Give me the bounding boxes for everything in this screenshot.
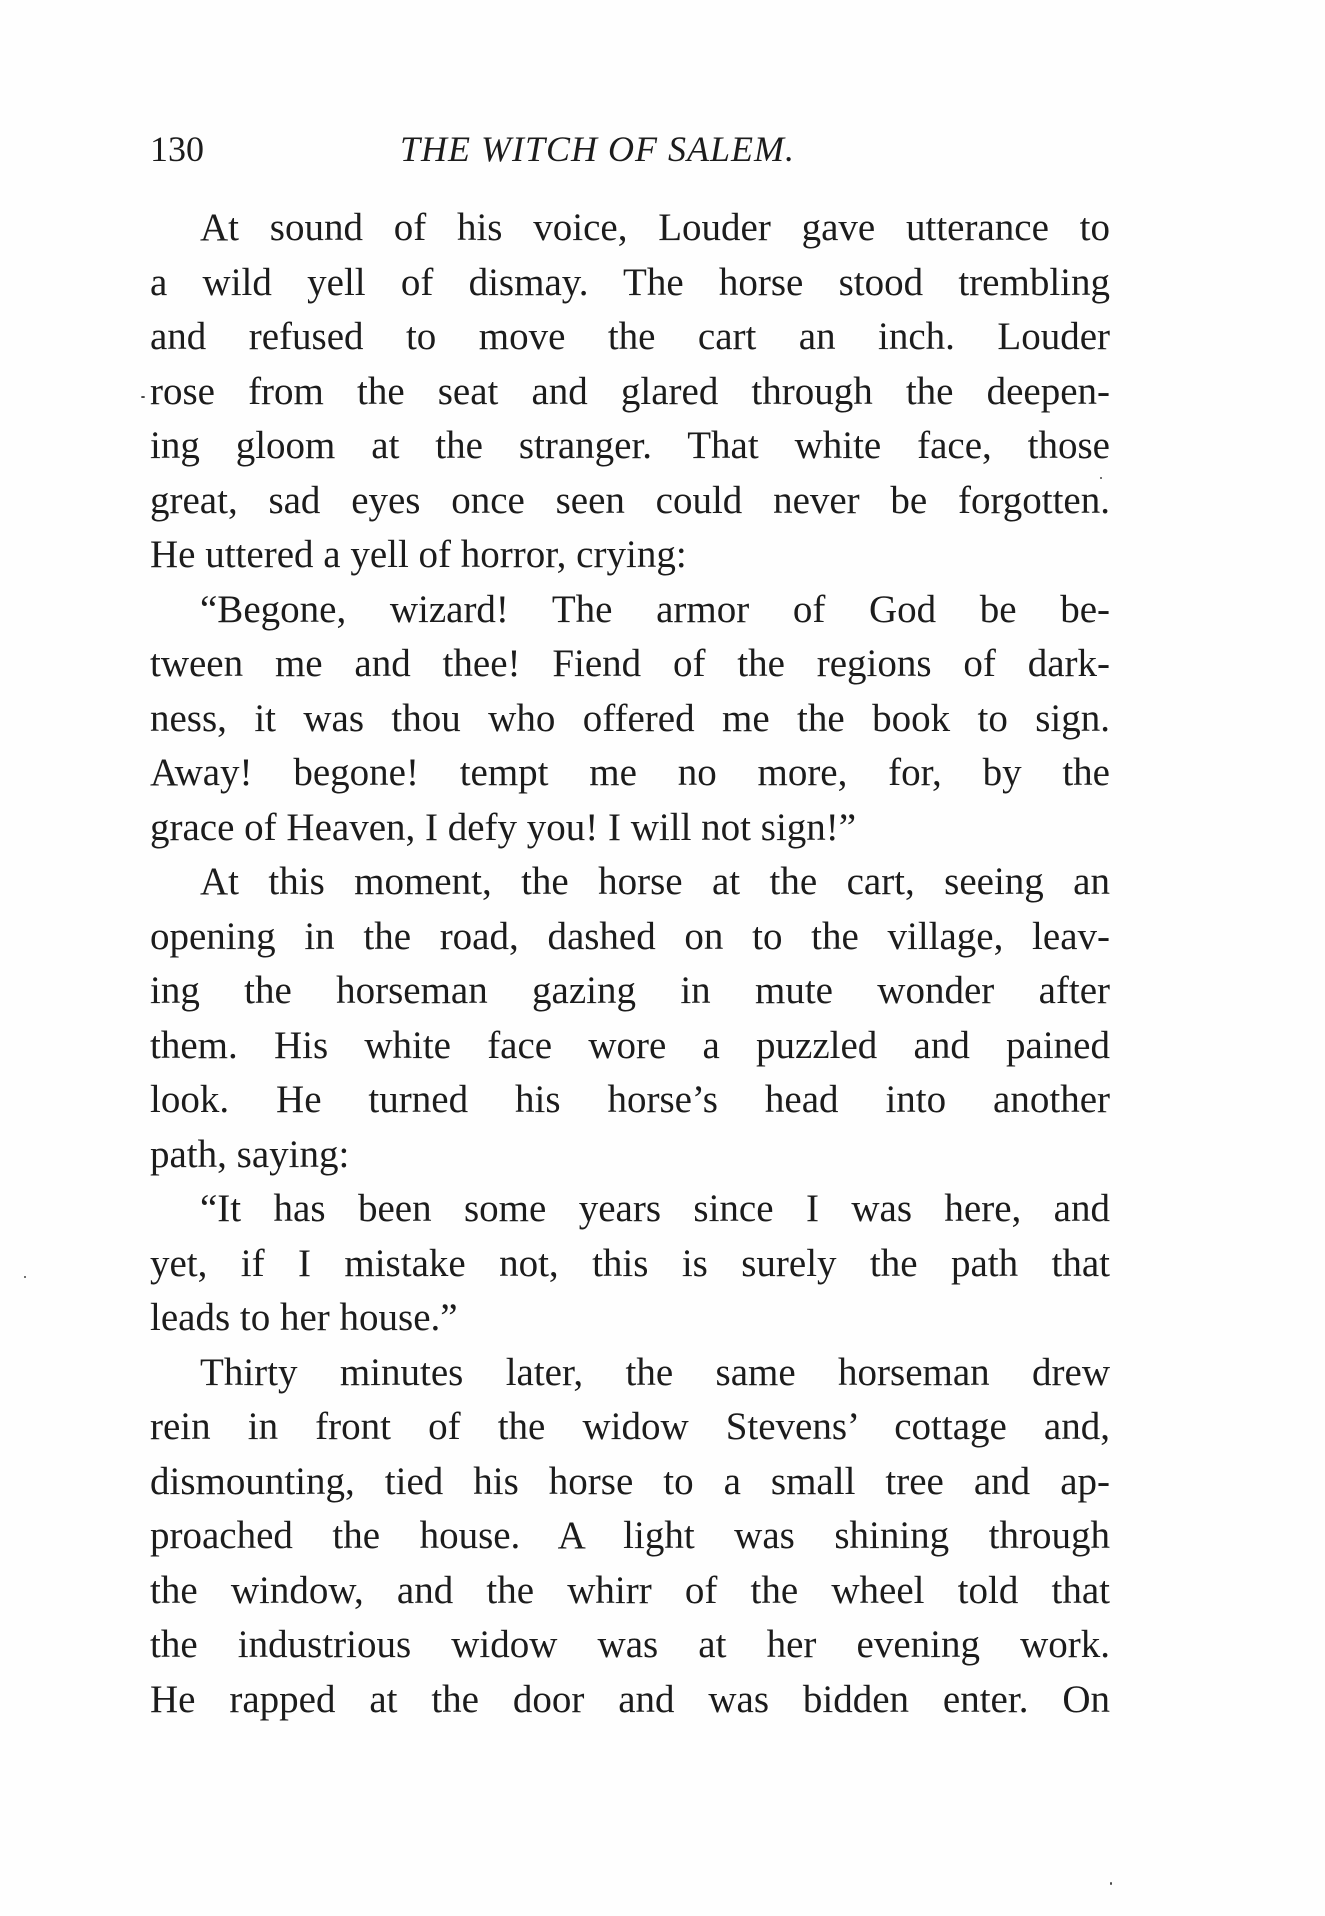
margin-speck [24,1276,26,1278]
text-line: look. He turned his horse’s head into another [150,1078,1110,1121]
text-line: a wild yell of dismay. The horse stood trembling [150,260,1110,304]
page-number: 130 [150,129,204,169]
text-line: Away! begone! tempt me no more, for, by the [150,751,1110,794]
text-line: the industrious widow was at her evening work. [150,1623,1110,1666]
text-line: “Begone, wizard! The armor of God be be- [200,587,1110,631]
running-head [150,124,1110,174]
text-line: them. His white face wore a puzzled and pained [150,1023,1110,1067]
text-line: At sound of his voice, Louder gave utterance to [200,206,1110,249]
text-line: opening in the road, dashed on to the village, leav- [150,914,1110,958]
text-line: ness, it was thou who offered me the book to sign. [150,696,1110,740]
text-line: Thirty minutes later, the same horseman drew [200,1350,1110,1394]
text-line: and refused to move the cart an inch. Louder [150,315,1110,358]
text-line: grace of Heaven, I defy you! I will not sign!” [150,805,857,849]
text-line: He uttered a yell of horror, crying: [150,533,687,576]
text-line: “It has been some years since I was here, and [200,1187,1110,1230]
margin-speck [1110,1882,1112,1885]
text-line: the window, and the whirr of the wheel told that [150,1568,1110,1612]
margin-speck [1100,477,1102,479]
text-line: leads to her house.” [150,1296,458,1339]
text-line: rose from the seat and glared through the deepen- [150,369,1110,413]
text-line: dismounting, tied his horse to a small tree and ap- [150,1459,1110,1503]
text-line: tween me and thee! Fiend of the regions of dark- [150,642,1110,685]
text-line: yet, if I mistake not, this is surely the path that [150,1241,1110,1285]
margin-speck [141,396,145,398]
text-line: rein in front of the widow Stevens’ cottage and, [150,1405,1110,1448]
text-line: At this moment, the horse at the cart, seeing an [200,860,1110,903]
text-line: ing the horseman gazing in mute wonder after [150,969,1110,1012]
text-line: great, sad eyes once seen could never be forgotten. [150,478,1110,522]
text-line: proached the house. A light was shining through [150,1514,1110,1557]
text-line: He rapped at the door and was bidden enter. On [150,1677,1110,1721]
book-title: THE WITCH OF SALEM. [400,129,795,169]
text-line: ing gloom at the stranger. That white face, those [150,424,1110,467]
text-line: path, saying: [150,1132,350,1176]
body-text [150,201,1110,1727]
